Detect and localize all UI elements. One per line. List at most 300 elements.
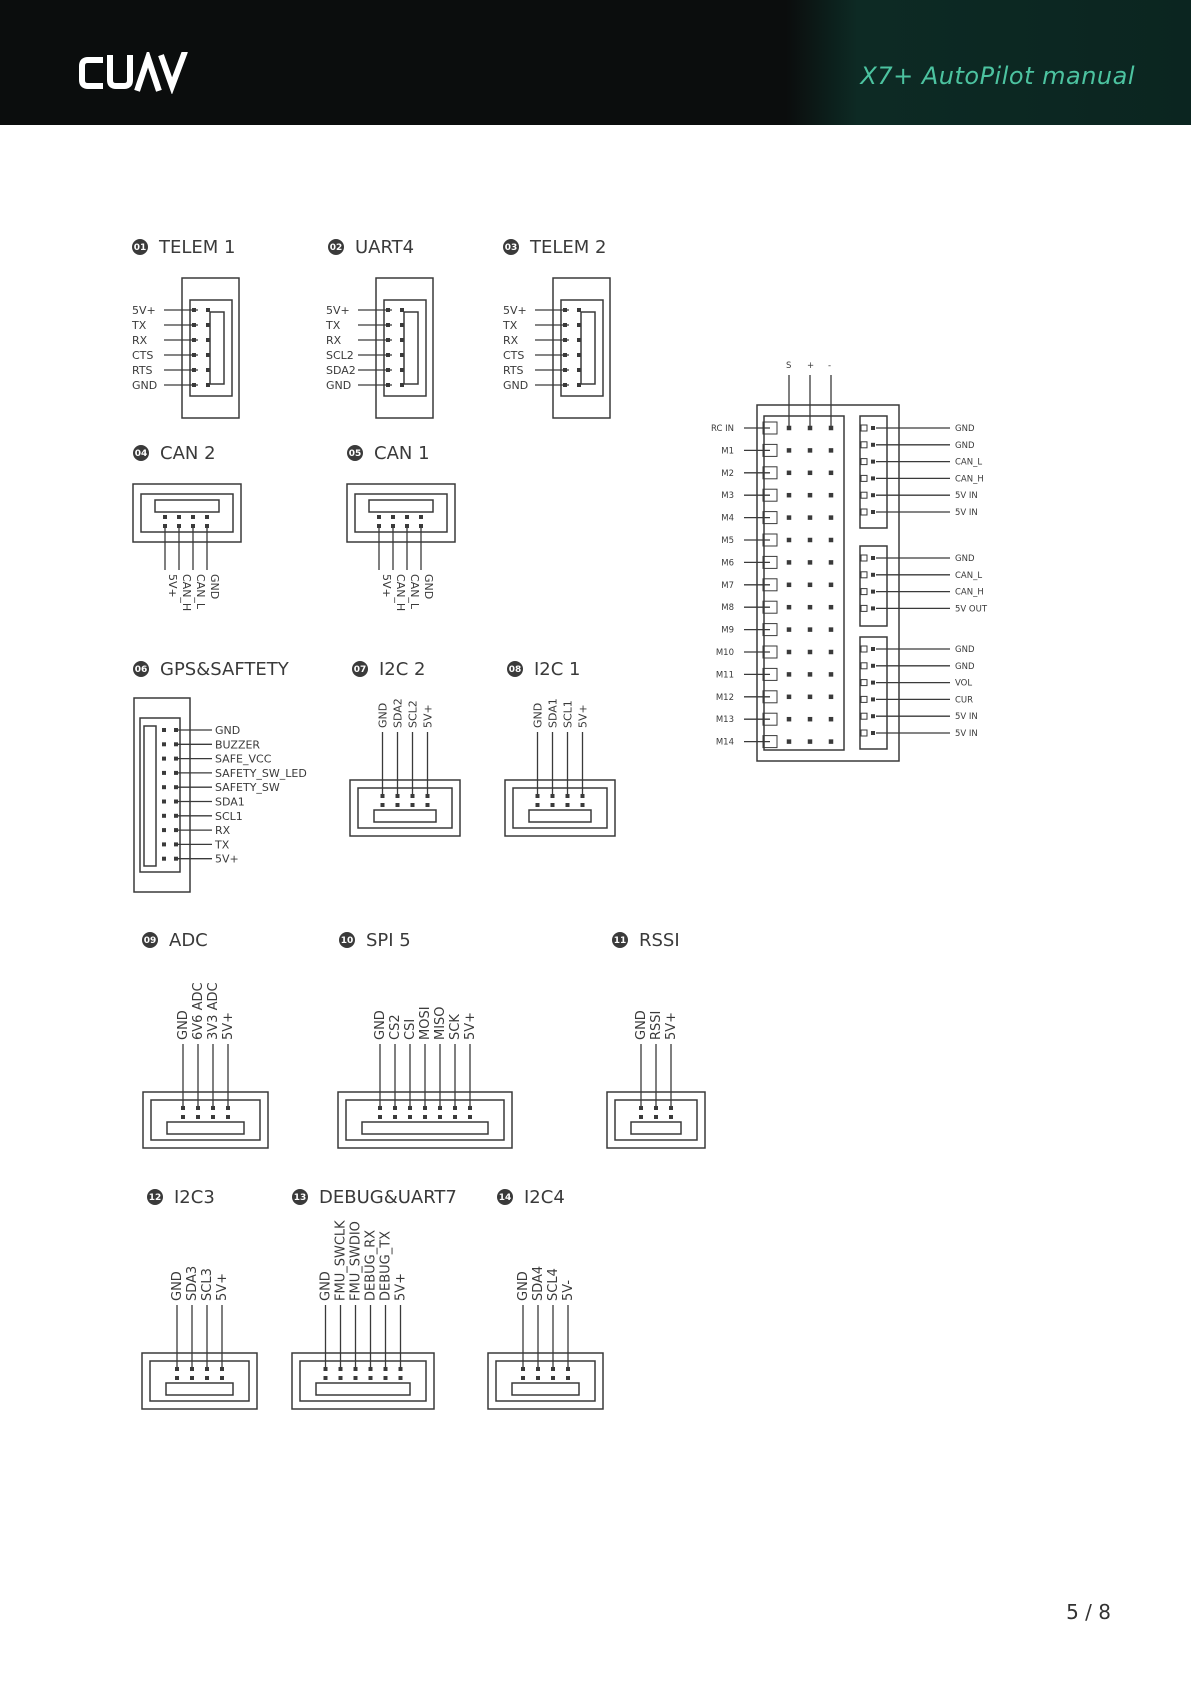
power-pin-socket <box>861 646 867 652</box>
pin-dot <box>536 803 540 807</box>
pin-dot <box>174 842 178 846</box>
pin-dot <box>192 308 196 312</box>
pin-dot <box>324 1367 328 1371</box>
pin-dot <box>181 1115 185 1119</box>
pin-dot <box>829 627 834 632</box>
pin-dot <box>871 714 875 718</box>
pin-dot <box>163 524 167 528</box>
pin-dot <box>438 1106 442 1110</box>
section-title: I2C3 <box>174 1187 215 1208</box>
pin-dot <box>787 739 792 744</box>
section-heading-can1 <box>347 443 430 464</box>
section-heading-spi5 <box>339 930 411 951</box>
page-number: 5 / 8 <box>1066 1600 1111 1624</box>
pin-dot <box>377 524 381 528</box>
pin-label: GND <box>132 379 158 392</box>
pwm-left-label: M10 <box>715 648 734 658</box>
pin-dot <box>581 803 585 807</box>
connector-latch <box>362 1122 488 1134</box>
pin-dot <box>829 672 834 677</box>
pin-dot <box>391 524 395 528</box>
pin-dot <box>787 605 792 610</box>
pin-label: CAN_L <box>194 574 207 610</box>
pin-label: 5V+ <box>326 304 350 317</box>
connector-housing <box>134 698 190 892</box>
pin-label: CTS <box>132 349 154 362</box>
pin-label: CSI <box>403 1018 418 1040</box>
pin-dot <box>871 493 875 497</box>
connector-i2c2 <box>350 698 460 836</box>
connector-latch <box>581 312 595 384</box>
pin-dot <box>177 524 181 528</box>
pin-label: SDA2 <box>326 364 356 377</box>
pin-label: 5V+ <box>380 574 393 598</box>
section-number: 13 <box>293 1193 307 1203</box>
pin-label: FMU_SWCLK <box>333 1220 349 1301</box>
pin-label: GND <box>373 1010 388 1040</box>
connector-latch <box>374 810 436 822</box>
pin-dot <box>220 1376 224 1380</box>
connector-latch <box>166 1383 233 1395</box>
pin-label: DEBUG_TX <box>378 1230 394 1301</box>
pin-dot <box>808 605 813 610</box>
power-pin-socket <box>861 425 867 431</box>
pin-dot <box>386 368 390 372</box>
power-pin-label: GND <box>955 440 975 451</box>
section-heading-debug <box>292 1187 457 1208</box>
pin-dot <box>808 650 813 655</box>
pin-dot <box>808 448 813 453</box>
section-number: 01 <box>133 243 147 253</box>
power-pin-socket <box>861 605 867 611</box>
pin-dot <box>829 538 834 543</box>
pin-label: CAN_L <box>408 574 421 610</box>
pin-label: GND <box>503 379 529 392</box>
pin-dot <box>563 368 567 372</box>
pin-label: 5V+ <box>166 574 179 598</box>
pin-dot <box>426 803 430 807</box>
pin-dot <box>453 1106 457 1110</box>
pin-label: SCL2 <box>326 349 354 362</box>
pin-label: SAFETY_SW_LED <box>215 766 307 780</box>
pin-dot <box>808 739 813 744</box>
pin-dot <box>423 1106 427 1110</box>
pin-dot <box>378 1106 382 1110</box>
pin-dot <box>787 627 792 632</box>
pin-label: RTS <box>132 364 153 377</box>
pin-dot <box>453 1115 457 1119</box>
pin-dot <box>521 1376 525 1380</box>
pin-dot <box>829 739 834 744</box>
pin-dot <box>426 794 430 798</box>
section-number: 14 <box>498 1193 512 1203</box>
pwm-left-label: M11 <box>715 670 734 681</box>
pin-label: SDA2 <box>391 698 405 728</box>
pin-dot <box>181 1106 185 1110</box>
pin-dot <box>871 443 875 447</box>
section-title: TELEM 1 <box>159 237 236 258</box>
pin-label: 5V+ <box>421 704 435 728</box>
section-title: I2C 1 <box>534 659 581 680</box>
section-title: SPI 5 <box>366 930 411 951</box>
power-connector-2 <box>860 546 988 626</box>
pin-dot <box>386 323 390 327</box>
pin-label: RX <box>215 824 231 838</box>
power-pin-label: CAN_H <box>955 474 984 485</box>
pwm-left-label: M5 <box>721 536 734 546</box>
pin-dot <box>808 471 813 476</box>
pin-dot <box>829 650 834 655</box>
pin-dot <box>400 353 404 357</box>
connector-latch <box>369 500 433 512</box>
power-pin-socket <box>861 680 867 686</box>
pwm-left-label: M13 <box>715 715 734 726</box>
pin-dot <box>190 1376 194 1380</box>
pin-label: MISO <box>433 1006 448 1040</box>
connector-inner <box>190 300 232 396</box>
pin-dot <box>405 524 409 528</box>
pin-dot <box>192 353 196 357</box>
connector-adc <box>143 982 268 1148</box>
section-heading-i2c4 <box>497 1187 565 1208</box>
pin-label: SDA1 <box>546 698 560 728</box>
cuav-logo <box>78 52 188 94</box>
pin-label: RX <box>326 334 342 347</box>
pin-dot <box>577 338 581 342</box>
pin-dot <box>808 426 813 431</box>
connector-inner <box>384 300 426 396</box>
pin-label: RX <box>503 334 519 347</box>
section-number: 06 <box>134 665 148 675</box>
pin-label: 5V+ <box>463 1011 478 1040</box>
section-number: 08 <box>508 665 522 675</box>
connector-latch <box>144 726 156 866</box>
pin-dot <box>468 1115 472 1119</box>
pin-label: GND <box>531 702 545 728</box>
section-number: 10 <box>340 936 354 946</box>
pin-dot <box>787 695 792 700</box>
pin-dot <box>536 794 540 798</box>
pin-dot <box>192 368 196 372</box>
connector-spi5 <box>338 1006 512 1148</box>
section-title: RSSI <box>639 930 680 951</box>
section-number: 02 <box>329 243 343 253</box>
pin-dot <box>381 794 385 798</box>
pin-label: 5V+ <box>576 704 590 728</box>
section-heading-telem1 <box>132 237 235 258</box>
pin-dot <box>163 515 167 519</box>
pin-label: RSSI <box>649 1010 664 1040</box>
pin-label: SCK <box>448 1014 463 1040</box>
section-number: 07 <box>353 665 367 675</box>
pin-dot <box>577 353 581 357</box>
power-pin-socket <box>861 589 867 595</box>
pin-dot <box>211 1106 215 1110</box>
section-heading-i2c3 <box>147 1187 215 1208</box>
pin-dot <box>396 794 400 798</box>
pin-dot <box>468 1106 472 1110</box>
section-number: 05 <box>348 449 362 459</box>
pin-dot <box>405 515 409 519</box>
pin-dot <box>871 573 875 577</box>
pin-dot <box>563 383 567 387</box>
pin-dot <box>206 383 210 387</box>
pwm-left-label: M6 <box>721 558 734 569</box>
connector-rssi <box>607 1010 705 1148</box>
pin-dot <box>551 794 555 798</box>
pwm-power-block <box>711 361 988 761</box>
pwm-left-label: M3 <box>721 491 734 502</box>
pin-dot <box>162 857 166 861</box>
connector-i2c1 <box>505 698 615 836</box>
pin-dot <box>808 627 813 632</box>
pin-dot <box>829 560 834 565</box>
section-number: 09 <box>143 936 157 946</box>
section-heading-telem2 <box>503 237 606 258</box>
connector-debug <box>292 1220 434 1409</box>
pin-dot <box>829 605 834 610</box>
pin-dot <box>536 1367 540 1371</box>
pin-label: TX <box>132 319 147 332</box>
power-pin-label: VOL <box>955 678 973 689</box>
pin-dot <box>808 538 813 543</box>
pin-dot <box>536 1376 540 1380</box>
manual-title: X7+ AutoPilot manual <box>860 62 1135 90</box>
pin-label: TX <box>503 319 518 332</box>
pin-dot <box>400 338 404 342</box>
connector-latch <box>167 1122 244 1134</box>
pin-label: SCL2 <box>406 700 420 728</box>
section-heading-rssi <box>612 930 680 951</box>
pin-dot <box>391 515 395 519</box>
pin-dot <box>871 510 875 514</box>
pin-dot <box>829 471 834 476</box>
connector-can1 <box>347 484 455 611</box>
pin-dot <box>639 1115 643 1119</box>
section-heading-adc <box>142 930 208 951</box>
pin-label: SCL1 <box>215 809 243 823</box>
pwm-left-label: M9 <box>721 625 734 636</box>
pin-dot <box>787 560 792 565</box>
connector-inner <box>140 718 180 872</box>
pin-dot <box>408 1115 412 1119</box>
pin-dot <box>226 1106 230 1110</box>
connector-latch <box>404 312 418 384</box>
pin-dot <box>384 1376 388 1380</box>
power-pin-socket <box>861 730 867 736</box>
pin-dot <box>551 1376 555 1380</box>
pin-dot <box>654 1115 658 1119</box>
pin-dot <box>190 1367 194 1371</box>
section-title: I2C 2 <box>379 659 426 680</box>
pin-dot <box>192 323 196 327</box>
pin-dot <box>808 695 813 700</box>
pin-dot <box>787 672 792 677</box>
power-pin-socket <box>861 509 867 515</box>
pin-dot <box>386 338 390 342</box>
power-connector-3 <box>860 637 978 749</box>
pin-label: GND <box>376 702 390 728</box>
pin-dot <box>354 1367 358 1371</box>
pwm-left-label: M4 <box>721 513 734 524</box>
connector-telem1 <box>131 278 239 418</box>
pin-dot <box>174 814 178 818</box>
pin-dot <box>339 1376 343 1380</box>
pin-dot <box>787 650 792 655</box>
pwm-top-label: + <box>807 361 815 371</box>
pin-dot <box>871 664 875 668</box>
section-heading-i2c1 <box>507 659 581 680</box>
pin-dot <box>377 515 381 519</box>
pin-dot <box>206 353 210 357</box>
pin-dot <box>369 1367 373 1371</box>
pin-dot <box>206 308 210 312</box>
pin-dot <box>808 583 813 588</box>
pin-dot <box>220 1367 224 1371</box>
connector-i2c3 <box>142 1266 257 1409</box>
pin-dot <box>871 556 875 560</box>
power-pin-socket <box>861 572 867 578</box>
pin-dot <box>411 794 415 798</box>
pin-dot <box>162 785 166 789</box>
pin-dot <box>871 606 875 610</box>
pin-label: GND <box>170 1271 185 1301</box>
pin-label: GND <box>516 1271 531 1301</box>
pin-dot <box>787 493 792 498</box>
pwm-top-label: S <box>786 361 792 371</box>
pin-label: CS2 <box>388 1014 403 1040</box>
pin-dot <box>871 681 875 685</box>
pin-dot <box>206 338 210 342</box>
pin-dot <box>787 426 792 431</box>
power-pin-socket <box>861 475 867 481</box>
power-pin-label: 5V IN <box>955 729 978 739</box>
pin-label: CAN_H <box>180 574 193 612</box>
pin-dot <box>829 493 834 498</box>
pin-dot <box>639 1106 643 1110</box>
pin-dot <box>174 771 178 775</box>
pin-dot <box>566 794 570 798</box>
pin-dot <box>175 1367 179 1371</box>
pin-label: SDA1 <box>215 795 245 809</box>
pin-dot <box>871 426 875 430</box>
pin-label: 5V+ <box>215 1272 230 1301</box>
pin-dot <box>378 1115 382 1119</box>
pin-dot <box>563 308 567 312</box>
pwm-left-label: RC IN <box>711 424 734 434</box>
pin-dot <box>787 448 792 453</box>
pin-label: 5V+ <box>215 852 239 866</box>
pin-dot <box>566 803 570 807</box>
pin-dot <box>787 717 792 722</box>
pin-dot <box>829 583 834 588</box>
pin-dot <box>808 493 813 498</box>
pin-dot <box>196 1115 200 1119</box>
section-title: UART4 <box>355 237 415 258</box>
pin-label: FMU_SWDIO <box>348 1221 364 1301</box>
pin-dot <box>196 1106 200 1110</box>
connector-telem2 <box>502 278 610 418</box>
connector-latch <box>512 1383 579 1395</box>
pin-dot <box>829 695 834 700</box>
pin-dot <box>423 1115 427 1119</box>
pin-dot <box>808 717 813 722</box>
pin-dot <box>829 717 834 722</box>
pin-label: BUZZER <box>215 738 261 752</box>
section-number: 12 <box>148 1193 162 1203</box>
power-pin-label: 5V IN <box>955 491 978 502</box>
pin-dot <box>174 785 178 789</box>
pin-label: GND <box>634 1010 649 1040</box>
section-title: I2C4 <box>524 1187 565 1208</box>
pin-dot <box>206 368 210 372</box>
pin-label: GND <box>215 724 241 737</box>
pin-label: SCL4 <box>546 1268 561 1301</box>
pin-dot <box>324 1376 328 1380</box>
pin-dot <box>192 338 196 342</box>
pin-dot <box>205 1367 209 1371</box>
pin-dot <box>162 771 166 775</box>
power-pin-socket <box>861 555 867 561</box>
pin-label: MOSI <box>418 1006 433 1040</box>
pin-label: TX <box>326 319 341 332</box>
power-pin-label: 5V IN <box>955 508 978 518</box>
pin-dot <box>174 800 178 804</box>
section-title: ADC <box>169 930 208 951</box>
pin-label: SDA3 <box>185 1265 200 1301</box>
pin-dot <box>205 515 209 519</box>
pin-dot <box>177 515 181 519</box>
pin-label: 5V+ <box>132 304 156 317</box>
power-pin-label: 5V OUT <box>955 604 988 615</box>
pin-label: GND <box>422 574 435 600</box>
pin-dot <box>577 368 581 372</box>
pin-dot <box>577 383 581 387</box>
pwm-left-label: M8 <box>721 603 734 614</box>
power-pin-label: CAN_L <box>955 457 983 468</box>
connector-latch <box>210 312 224 384</box>
section-title: DEBUG&UART7 <box>319 1187 457 1208</box>
pwm-left-label: M14 <box>715 737 734 748</box>
pin-dot <box>787 583 792 588</box>
pwm-left-label: M12 <box>715 692 734 703</box>
pin-dot <box>399 1367 403 1371</box>
pin-dot <box>787 538 792 543</box>
pin-label: RX <box>132 334 148 347</box>
power-pin-label: CUR <box>955 695 974 706</box>
pin-dot <box>871 460 875 464</box>
pin-dot <box>393 1115 397 1119</box>
section-heading-gps <box>133 659 290 680</box>
pinout-diagram <box>0 125 1191 1565</box>
pin-label: 5V- <box>561 1279 576 1301</box>
pwm-left-label: M1 <box>721 446 734 457</box>
pin-dot <box>162 742 166 746</box>
pin-label: SAFE_VCC <box>215 752 272 766</box>
pin-dot <box>551 1367 555 1371</box>
power-pin-socket <box>861 696 867 702</box>
pin-dot <box>577 323 581 327</box>
pin-label: GND <box>208 574 221 600</box>
pin-dot <box>162 814 166 818</box>
pin-dot <box>438 1115 442 1119</box>
power-pin-socket <box>861 663 867 669</box>
power-pin-socket <box>861 713 867 719</box>
pin-dot <box>226 1115 230 1119</box>
pin-dot <box>162 757 166 761</box>
pin-dot <box>162 828 166 832</box>
pin-dot <box>419 515 423 519</box>
